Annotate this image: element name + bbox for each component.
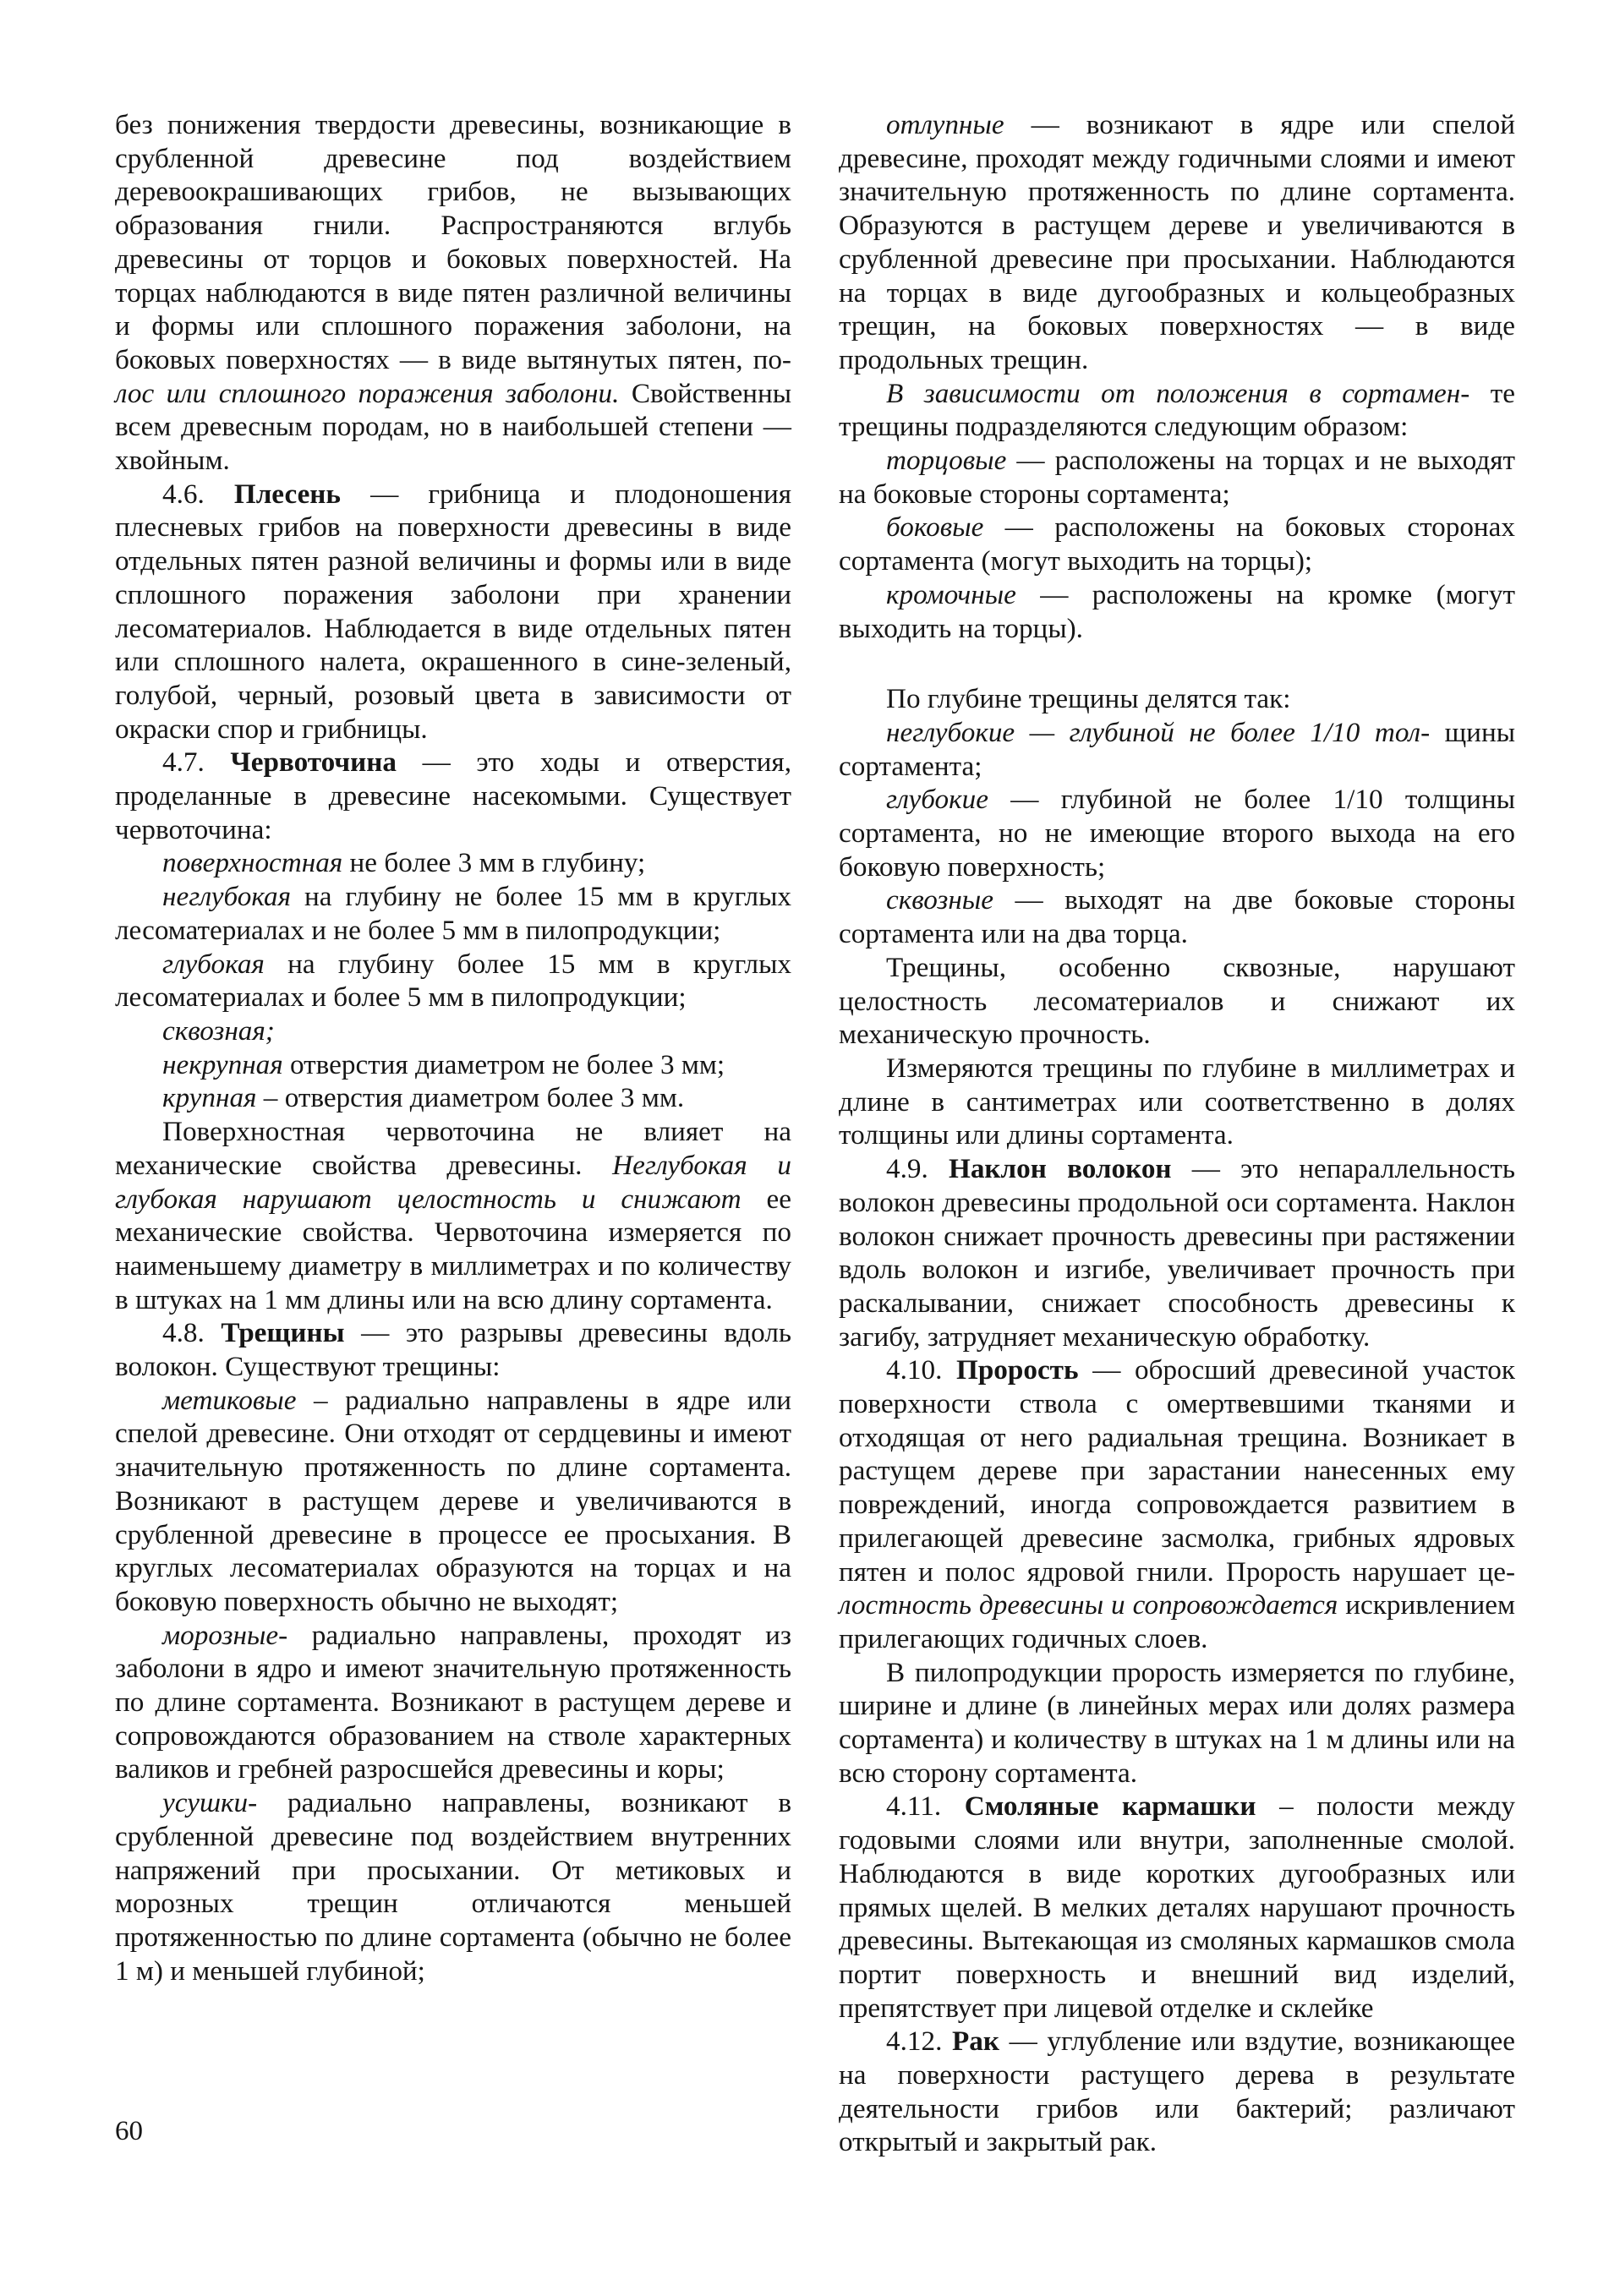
page-number: 60 — [115, 2116, 143, 2146]
section-heading: Смоляные кармашки — [964, 1790, 1256, 1823]
section-heading: Червоточина — [230, 746, 397, 779]
section-4-6-mould: 4.6. Плесень — грибница и плодоношения плесневых грибов на поверхности древесины в виде отдельных пятен разной величины и формы или в виде сплошного поражения заболони при хранении лесоматериалов. Наблюдается в виде отдельных пятен или сплошного налета, окрашенного в сине-зеленый, голубой, черный, розовый цвета в зависимости от окраски спор и грибницы. — [115, 478, 792, 745]
paragraph-crack-depth: По глубине трещины делятся так: — [886, 683, 1291, 715]
list-item: неглубокие — глубиной не более 1/10 тол- щины сортамента; — [839, 716, 1515, 782]
list-item: глубокие — глубиной не более 1/10 толщины сортамента, но не имеющие второго выхода на его боковую поверхность; — [839, 784, 1516, 883]
paragraph-wormhole-effects: Поверхностная червоточина не влияет на механические свойства древесины. Неглубокая и глубокая нарушают целостность и снижают ее механические свойства. Червоточина измеряется по наименьшему диаметру в миллиметрах и по количеству в штуках на 1 мм длины или на всю длину сортамента. — [115, 1116, 791, 1315]
paragraph-cracks-measure: Измеряются трещины по глубине в миллиметрах и длине в сантиметрах или соответственно в долях толщины или длины сортамента. — [839, 1052, 1515, 1151]
paragraph-ingrown-bark-measure: В пилопродукции прорость измеряется по глубине, ширине и длине (в линейных мерах или долях размера сортамента) и количеству в штуках на 1 м длины или на всю сторону сортамента. — [839, 1656, 1515, 1789]
list-item: отлупные — возникают в ядре или спелой древесине, проходят между годичными слоями и имеют значительную протяженность по длине сортамента. Образуются в растущем дереве и увеличиваются в срубленной древесине при просыхании. Наблюдаются на торцах в виде дугообразных и кольцеобразных трещин, на боковых поверхностях — в виде продольных трещин. — [839, 109, 1515, 375]
section-4-11-resin-pockets: 4.11. Смоляные кармашки – полости между годовыми слоями или внутри, заполненные смолой. Наблюдаются в виде коротких дугообразных или прямых щелей. В мелких деталях нарушают прочность древесины. Вытекающая из смоляных кармашков смола портит поверхность и внешний вид изделий, препятствует при лицевой отделке и склейке — [839, 1790, 1516, 2024]
section-4-7-wormholes: 4.7. Червоточина — это ходы и отверстия, проделанные в древесине насекомыми. Существует червоточина: — [115, 746, 791, 845]
section-heading: Рак — [952, 2025, 999, 2058]
list-item: кромочные — расположены на кромке (могут выходить на торцы). — [839, 578, 1515, 644]
list-item: усушки- радиально направлены, возникают в срубленной древесине под воздействием внутренних напряжений при просыхании. От метиковых и морозных трещин отличаются меньшей протяженностью по длине сортамента (обычно не более 1 м) и меньшей глубиной; — [115, 1787, 791, 1987]
section-heading: Прорость — [956, 1354, 1079, 1386]
section-4-8-cracks: 4.8. Трещины — это разрывы древесины вдоль волокон. Существуют трещины: — [115, 1317, 792, 1383]
list-item: торцовые — расположены на торцах и не выходят на боковые стороны сортамента; — [839, 445, 1516, 510]
section-heading: Наклон волокон — [949, 1153, 1172, 1185]
section-4-9-grain-slope: 4.9. Наклон волокон — это непараллельность волокон древесины продольной оси сортамента. Наклон волокон снижает прочность древесины при растяжении вдоль волокон и изгибе, увеличивает прочность при раскалывании, снижает способность древесины к загибу, затрудняет механическую обработку. — [839, 1153, 1515, 1353]
list-item: некрупная отверстия диаметром не более 3 мм; — [162, 1048, 725, 1080]
left-column — [115, 108, 791, 1987]
list-item: поверхностная не более 3 мм в глубину; — [162, 847, 646, 879]
list-item: сквозная; — [162, 1014, 275, 1047]
section-heading: Трещины — [221, 1317, 345, 1349]
paragraph-crack-position: В зависимости от положения в сортамен- те трещины подразделяются следующим образом: — [839, 377, 1515, 443]
list-item: метиковые – радиально направлены в ядре или спелой древесине. Они отходят от сердцевины и имеют значительную протяженность по длине сортамента. Возникают в растущем дереве и увеличиваются в срубленной древесине в процессе ее просыхания. В круглых лесоматериалах образуются на торцах и на боковую поверхность обычно не выходят; — [115, 1384, 791, 1617]
list-item: крупная – отверстия диаметром более 3 мм. — [162, 1082, 685, 1114]
right-column — [839, 108, 1515, 2159]
section-4-12-canker: 4.12. Рак — углубление или вздутие, возникающее на поверхности растущего дерева в результате деятельности грибов или бактерий; различают открытый и закрытый рак. — [839, 2025, 1516, 2158]
list-item: сквозные — выходят на две боковые стороны сортамента или на два торца. — [839, 884, 1516, 950]
section-heading: Плесень — [233, 478, 341, 510]
list-item: глубокая на глубину более 15 мм в круглых лесоматериалах и более 5 мм в пилопродукции; — [115, 948, 792, 1014]
section-4-10-ingrown-bark: 4.10. Прорость — обросший древесиной участок поверхности ствола с омертвевшими тканями и отходящая от него радиальная трещина. Возникает в растущем дереве при зарастании нанесенных ему повреждений, иногда сопровождается развитием в прилегающей древесине засмолка, грибных ядровых пятен и полос ядровой гнили. Прорость нарушает це- лостность древесины и сопровождается искривлением прилегающих годичных слоев. — [839, 1354, 1516, 1654]
list-item: морозные- радиально направлены, проходят из заболони в ядро и имеют значительную протяженность по длине сортамента. Возникают в растущем дереве и сопровождаются образованием на стволе характерных валиков и гребней разросшейся древесины и коры; — [115, 1619, 791, 1785]
paragraph-cracks-effect: Трещины, особенно сквозные, нарушают целостность лесоматериалов и снижают их механическую прочность. — [839, 951, 1515, 1051]
paragraph-blue-stain: без понижения твердости древесины, возникающие в срубленной древесине под воздействием деревоокрашивающих грибов, не вызывающих образования гнили. Распространяются вглубь древесины от торцов и боковых поверхностей. На торцах наблюдаются в виде пятен различной величины и формы или сплошного поражения заболони, на боковых поверхностях — в виде вытянутых пятен, по- лос или сплошного поражения заболони. Свойственны всем древесным породам, но в наибольшей степени — хвойным. — [115, 109, 792, 477]
list-item: боковые — расположены на боковых сторонах сортамента (могут выходить на торцы); — [839, 511, 1516, 577]
list-item: неглубокая на глубину не более 15 мм в круглых лесоматериалах и не более 5 мм в пилопродукции; — [115, 881, 792, 946]
